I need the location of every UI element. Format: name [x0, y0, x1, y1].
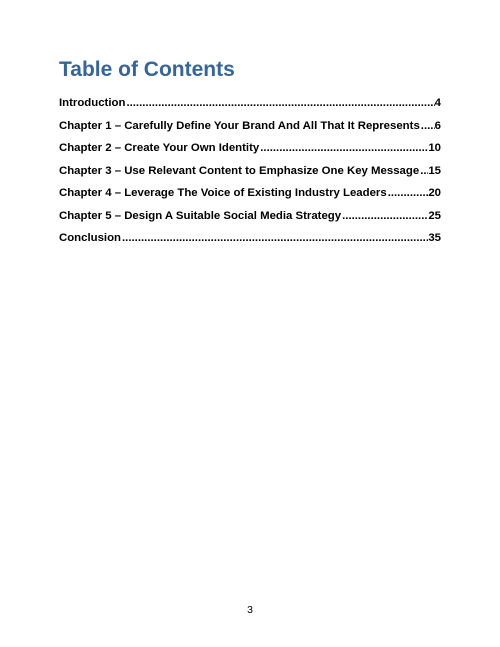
toc-entry-chapter-2[interactable]	[59, 137, 441, 160]
toc-leader-dots	[420, 115, 435, 138]
toc-title: Table of Contents	[59, 58, 235, 81]
toc-entry-page: 25	[428, 209, 441, 222]
toc-list	[59, 92, 441, 250]
page-number: 3	[247, 604, 253, 616]
toc-entry-text: Introduction	[59, 97, 126, 109]
toc-entry-page: 35	[428, 232, 441, 244]
toc-entry-introduction[interactable]	[59, 92, 441, 115]
toc-leader-dots	[259, 137, 428, 160]
toc-entry-conclusion[interactable]	[59, 227, 441, 250]
toc-entry-page: 20	[428, 187, 441, 199]
toc-entry-page: 4	[434, 97, 441, 109]
toc-entry-chapter-3[interactable]	[59, 160, 441, 183]
toc-entry-page: 15	[428, 164, 441, 177]
toc-entry-text: Conclusion	[59, 232, 122, 244]
toc-entry-text: Chapter 4 – Leverage The Voice of Existing Industry Leaders	[59, 187, 387, 199]
toc-entry-text: Chapter 5 – Design A Suitable Social Media Strategy	[59, 209, 342, 222]
toc-leader-dots	[387, 182, 429, 205]
toc-entry-page: 6	[434, 119, 441, 132]
toc-entry-chapter-1[interactable]	[59, 115, 441, 138]
toc-entry-text: Chapter 1 – Carefully Define Your Brand And All That It Represents	[59, 119, 420, 132]
toc-entry-text: Chapter 2 – Create Your Own Identity	[59, 142, 260, 154]
toc-leader-dots	[341, 205, 428, 228]
toc-entry-text: Chapter 3 – Use Relevant Content to Emphasize One Key Message	[59, 164, 420, 177]
toc-entry-chapter-5[interactable]	[59, 205, 441, 228]
toc-entry-page: 10	[428, 142, 441, 154]
toc-entry-chapter-4[interactable]	[59, 182, 441, 205]
toc-leader-dots	[125, 92, 434, 115]
toc-leader-dots	[419, 160, 428, 183]
toc-leader-dots	[121, 227, 428, 250]
